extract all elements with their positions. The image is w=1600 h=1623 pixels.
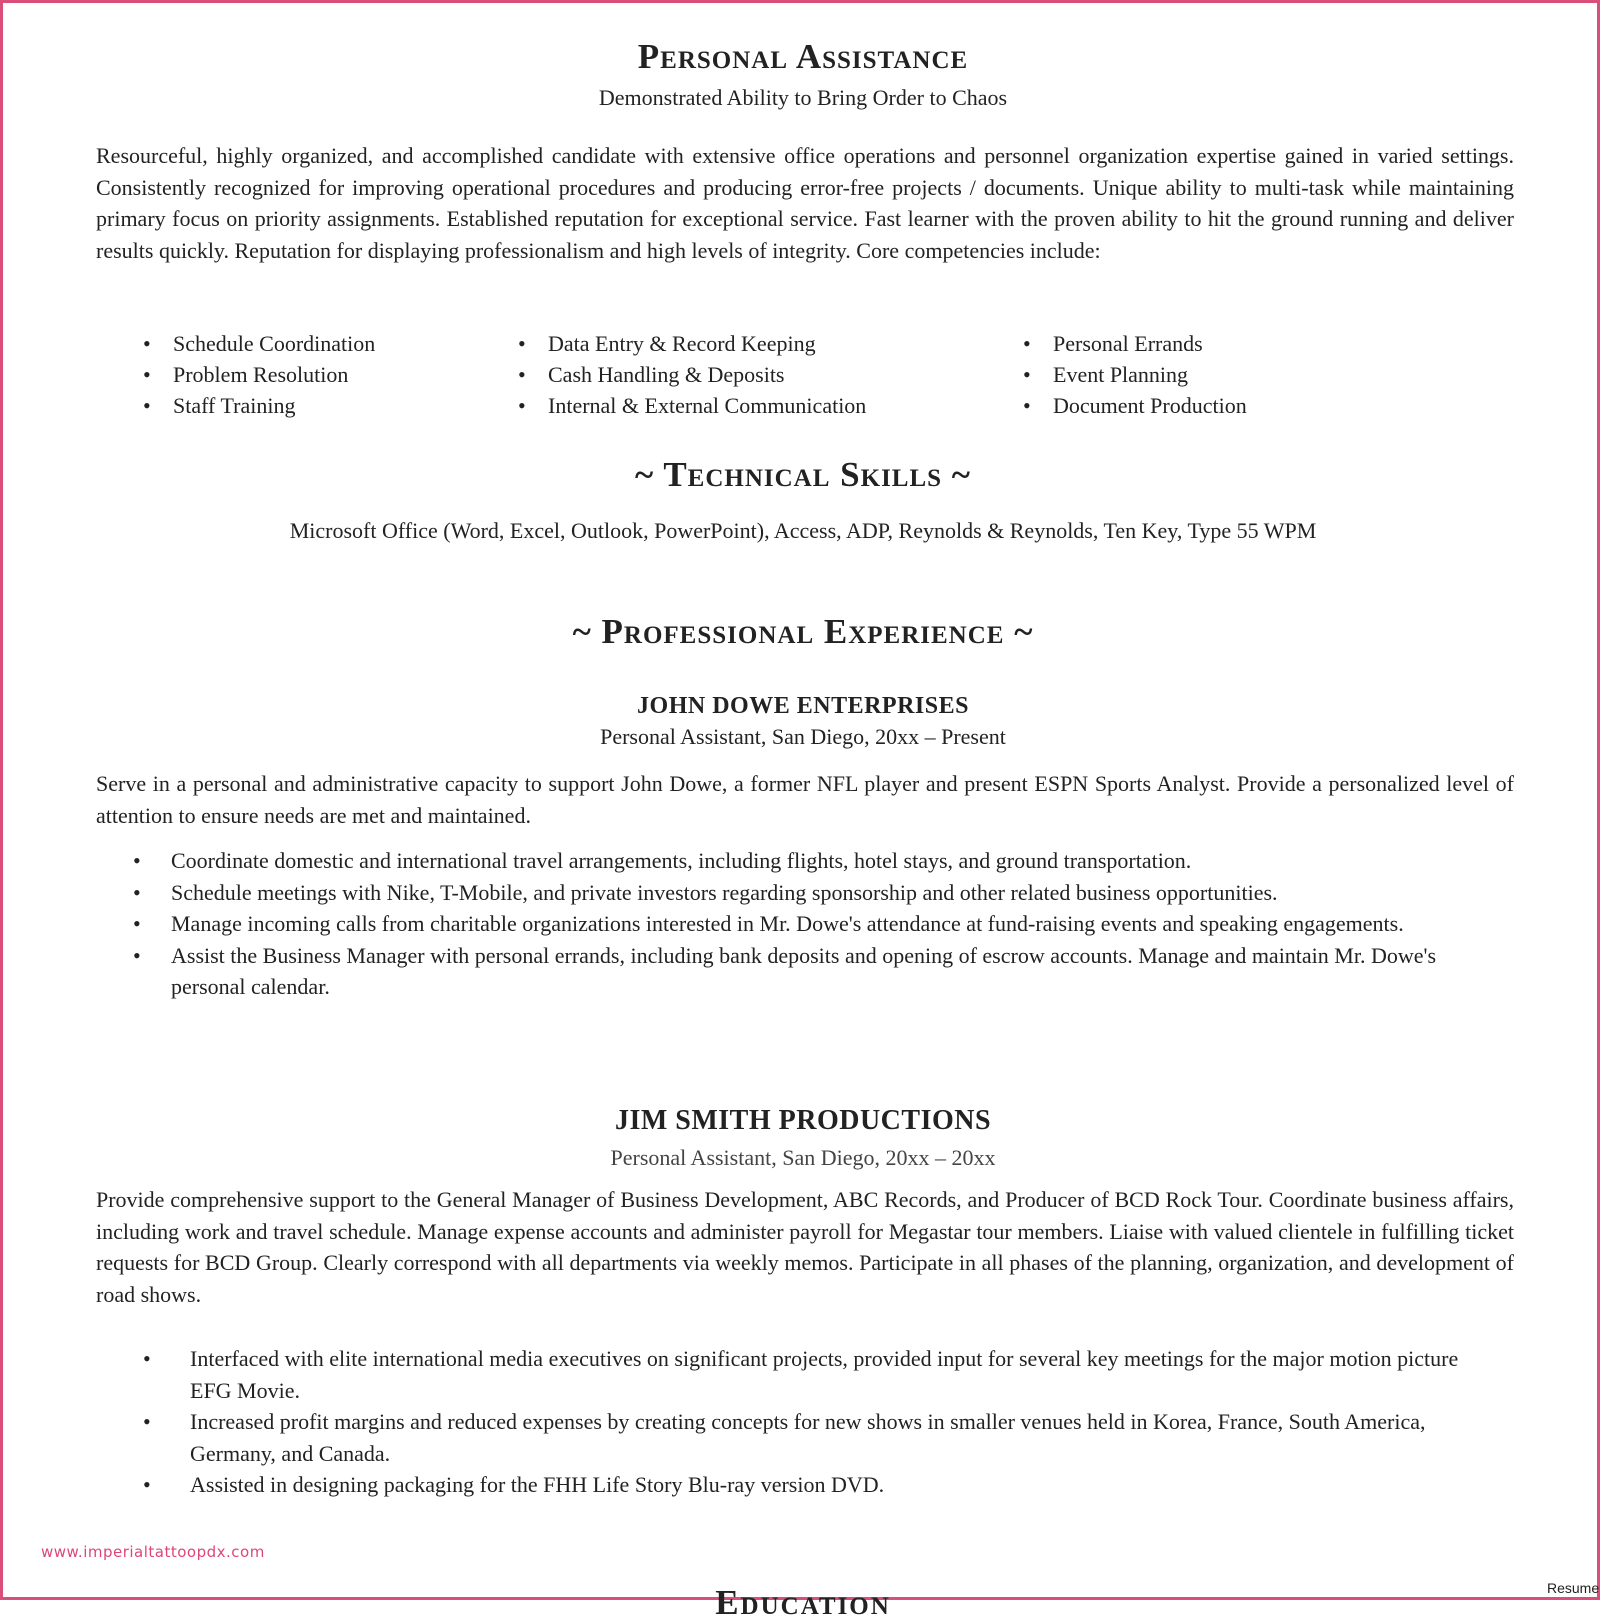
competency-item: • Data Entry & Record Keeping xyxy=(518,328,866,359)
company-name: JIM SMITH PRODUCTIONS xyxy=(614,1105,992,1136)
competencies-col-3 xyxy=(1023,328,1247,421)
competencies-col-2 xyxy=(518,328,866,421)
competency-item: • Cash Handling & Deposits xyxy=(518,359,866,390)
job-role: Personal Assistant, San Diego, 20xx – Present xyxy=(600,724,1006,749)
competency-item: • Staff Training xyxy=(143,390,375,421)
competency-item: • Personal Errands xyxy=(1023,328,1247,359)
competencies-col-1 xyxy=(143,328,375,421)
company-name: JOHN DOWE ENTERPRISES xyxy=(637,693,969,719)
job-bullet: • Coordinate domestic and international travel arrangements, including flights, hotel stays, and ground transportation. xyxy=(133,845,1493,877)
watermark-url: www.imperialtattoopdx.com xyxy=(41,1543,265,1561)
job-bullets xyxy=(143,1343,1503,1501)
competency-item: • Problem Resolution xyxy=(143,359,375,390)
competency-item: • Event Planning xyxy=(1023,359,1247,390)
page-title: Personal Assistance xyxy=(637,37,969,76)
job-bullets xyxy=(133,845,1493,1003)
job-bullet: • Manage incoming calls from charitable organizations interested in Mr. Dowe's attendance at fund-raising events and speaking engagements. xyxy=(133,908,1493,940)
experience-heading: ~ Professional Experience ~ xyxy=(572,612,1034,651)
education-heading: Education xyxy=(715,1583,891,1622)
job-bullet: • Schedule meetings with Nike, T-Mobile, and private investors regarding sponsorship and other related business opportunities. xyxy=(133,877,1493,909)
job-bullet: • Assist the Business Manager with personal errands, including bank deposits and opening of escrow accounts. Manage and maintain Mr. Dowe's personal calendar. xyxy=(133,940,1493,1003)
job-summary: Provide comprehensive support to the General Manager of Business Development, ABC Records, and Producer of BCD Rock Tour. Coordinate business affairs, including work and travel schedule. Manage expense accounts and administer payroll for Megastar tour members. Liaise with valued clientele in fulfilling ticket requests for BCD Group. Clearly correspond with all departments via weekly memos. Participate in all phases of the planning, organization, and development of road shows. xyxy=(96,1187,1514,1307)
job-bullet: • Increased profit margins and reduced expenses by creating concepts for new shows in smaller venues held in Korea, France, South America, Germany, and Canada. xyxy=(143,1406,1503,1469)
technical-skills-text: Microsoft Office (Word, Excel, Outlook, PowerPoint), Access, ADP, Reynolds & Reynolds, Ten Key, Type 55 WPM xyxy=(289,518,1317,543)
technical-skills-heading: ~ Technical Skills ~ xyxy=(635,455,971,494)
competency-item: • Document Production xyxy=(1023,390,1247,421)
tagline: Demonstrated Ability to Bring Order to Chaos xyxy=(598,85,1008,110)
job-summary: Serve in a personal and administrative capacity to support John Dowe, a former NFL player and present ESPN Sports Analyst. Provide a personalized level of attention to ensure needs are met and maintained. xyxy=(96,771,1514,828)
competency-item: • Internal & External Communication xyxy=(518,390,866,421)
job-bullet: • Assisted in designing packaging for the FHH Life Story Blu-ray version DVD. xyxy=(143,1469,1503,1501)
job-bullet: • Interfaced with elite international media executives on significant projects, provided input for several key meetings for the major motion picture EFG Movie. xyxy=(143,1343,1503,1406)
summary-paragraph: Resourceful, highly organized, and accomplished candidate with extensive office operations and personnel organization expertise gained in varied settings. Consistently recognized for improving operational procedures and producing error-free projects / documents. Unique ability to multi-task while maintaining primary focus on priority assignments. Established reputation for exceptional service. Fast learner with the proven ability to hit the ground running and deliver results quickly. Reputation for displaying professionalism and high levels of integrity. Core competencies include: xyxy=(96,143,1514,263)
competency-item: • Schedule Coordination xyxy=(143,328,375,359)
job-role: Personal Assistant, San Diego, 20xx – 20xx xyxy=(610,1145,996,1170)
resume-label: Resume xyxy=(1547,1580,1600,1596)
